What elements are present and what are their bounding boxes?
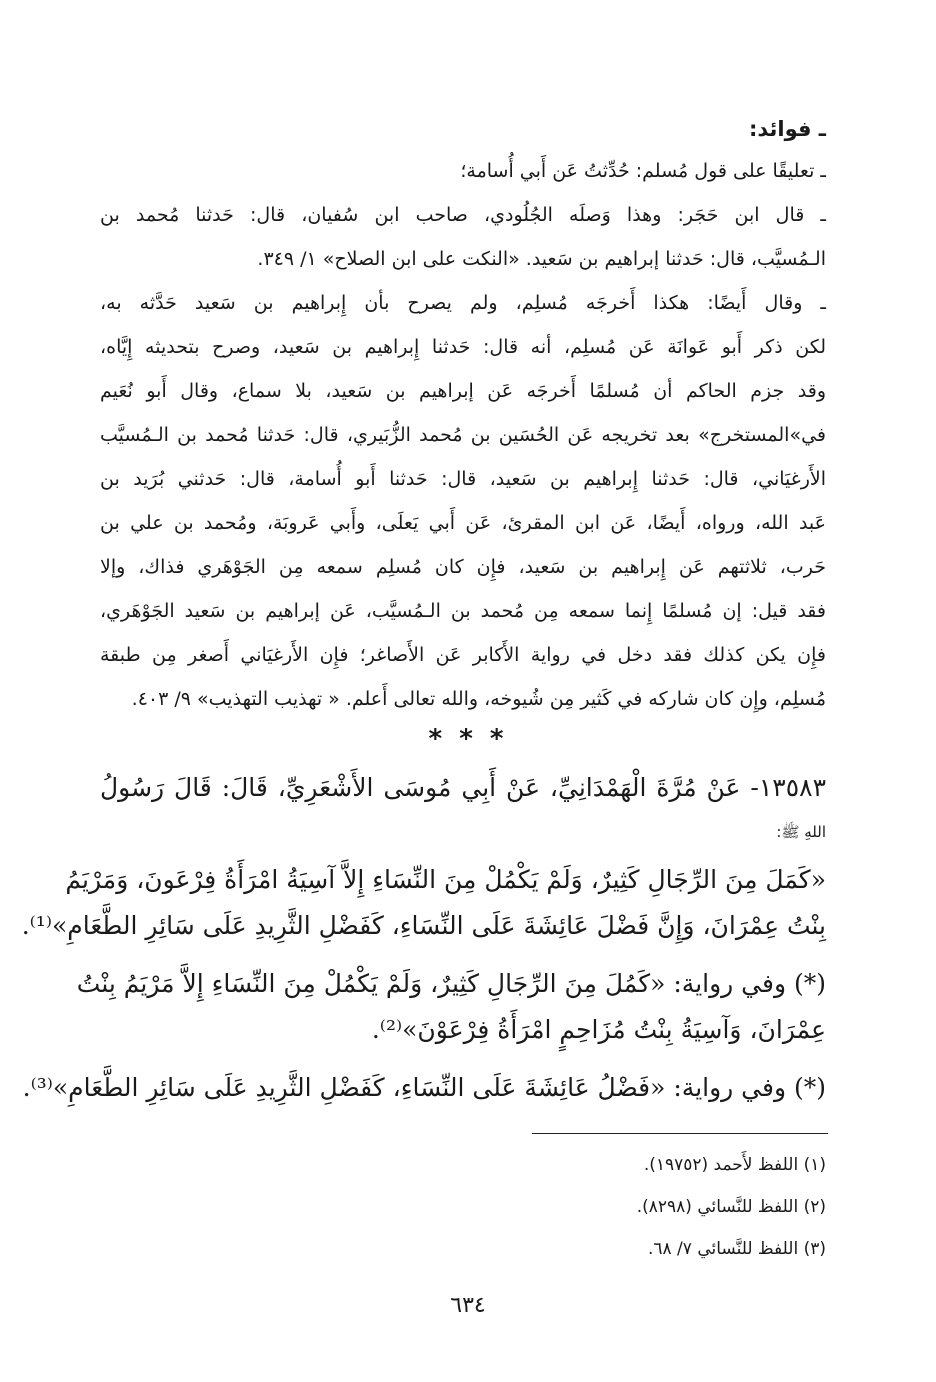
footnote-divider xyxy=(532,1133,828,1134)
hadith-text-line-1: «كَمَلَ مِنَ الرِّجَالِ كَثِيرٌ، وَلَمْ يَكْمُلْ مِنَ النِّسَاءِ إِلاَّ آسِيَةُ امْرَأَةُ فِرْعَونَ، وَمَرْيَمُ xyxy=(65,865,826,894)
text-line-1: ـ تعليقًا على قول مُسلم: حُدِّثتُ عَن أَبي أُسامة؛ xyxy=(460,160,826,182)
hadith-text-line-3: (*) وفي رواية: «كَمُلَ مِنَ الرِّجَالِ كَثِيرٌ، وَلَمْ يَكْمُلْ مِنَ النِّسَاءِ إِلاَّ مَرْيَمُ بِنْتُ xyxy=(76,969,826,998)
text-line-11: فقد قيل: إن مُسلمًا إِنما سمعه مِن مُحمد بن الـمُسيَّب، عَن إبراهيم بن سَعيد الجَوْهَري، xyxy=(100,600,826,622)
hadith-text-line-5: (*) وفي رواية: «فَضْلُ عَائِشَةَ عَلَى النِّسَاءِ، كَفَضْلِ الثَّرِيدِ عَلَى سَائِرِ الطَّعَامِ»⁽³⁾. xyxy=(22,1073,826,1102)
fawaid-heading: ـ فوائد: xyxy=(748,117,826,141)
page-number: ٦٣٤ xyxy=(450,1293,486,1318)
text-line-13: مُسلِم، وإِن كان شاركه في كَثير مِن شُيوخه، والله تعالى أَعلم. « تهذيب التهذيب» ٩/ ٤٠٣. xyxy=(131,688,826,710)
hadith-attribution: اللهِ ﷺ: xyxy=(776,823,826,841)
text-line-10: حَرب، ثلاثتهم عَن إِبراهيم بن سَعيد، فإِن كان مُسلِم سمعه مِن الجَوْهَري فذاك، وإلا xyxy=(100,556,826,578)
text-line-7: في»المستخرج» بعد تخريجه عَن الحُسَين بن مُحمد الزُّبَيري، قال: حَدثنا مُحمد بن الـمُسيَّب xyxy=(100,424,826,446)
text-line-2: ـ قال ابن حَجَر: وهذا وَصلَه الجُلُودي، صاحب ابن سُفيان، قال: حَدثنا مُحمد بن xyxy=(100,204,826,226)
text-line-8: الأَرغيَاني، قال: حَدثنا إِبراهيم بن سَعيد، قال: حَدثنا أَبو أُسامة، قال: حَدثني بُرَيد بن xyxy=(100,468,826,490)
footnote-3: (٣) اللفظ للنَّسائي ٧/ ٦٨. xyxy=(647,1239,826,1259)
footnote-1: (١) اللفظ لأَحمد (١٩٧٥٢). xyxy=(643,1155,826,1175)
text-line-9: عَبد الله، ورواه، أَيضًا، عَن ابن المقرئ، عَن أَبي يَعلَى، وأَبي عَروبَة، ومُحمد بن علي بن xyxy=(100,512,826,534)
footnote-2: (٢) اللفظ للنَّسائي (٨٢٩٨). xyxy=(636,1197,826,1217)
section-separator: * * * xyxy=(428,724,508,754)
text-line-5: لكن ذكر أَبو عَوانَة عَن مُسلِم، أنه قال: حَدثنا إِبراهيم بن سَعيد، وصرح بتحديثه إِيَّاه، xyxy=(100,336,826,358)
text-line-12: فإِن يكن كذلك فقد دخل في رواية الأَكابر عَن الأَصاغر؛ فإِن الأَرغيَاني أَصغر مِن طبقة xyxy=(100,644,826,666)
hadith-text-line-2: بِنْتُ عِمْرَانَ، وَإِنَّ فَضْلَ عَائِشَةَ عَلَى النِّسَاءِ، كَفَضْلِ الثَّرِيدِ عَلَى سَائِرِ الطَّعَامِ»⁽¹⁾. xyxy=(21,911,826,940)
text-line-3: الـمُسيَّب، قال: حَدثنا إبراهيم بن سَعيد. «النكت على ابن الصلاح» ١/ ٣٤٩. xyxy=(257,248,826,270)
hadith-number-line: ١٣٥٨٣- عَنْ مُرَّةَ الْهَمْدَانِيِّ، عَنْ أَبِي مُوسَى الأَشْعَرِيِّ، قَالَ: قَالَ رَسُولُ xyxy=(100,773,826,802)
hadith-text-line-4: عِمْرَانَ، وَآسِيَةُ بِنْتُ مُزَاحِمٍ امْرَأَةُ فِرْعَوْنَ»⁽²⁾. xyxy=(371,1015,826,1044)
text-line-6: وقد جزم الحاكم أن مُسلمًا أَخرجَه عَن إبراهيم بن سَعيد، بلا سماع، وقال أَبو نُعَيم xyxy=(100,380,826,402)
text-line-4: ـ وقال أَيضًا: هكذا أَخرجَه مُسلِم، ولم يصرح بأن إِبراهيم بن سَعيد حَدَّثه به، xyxy=(100,292,826,314)
